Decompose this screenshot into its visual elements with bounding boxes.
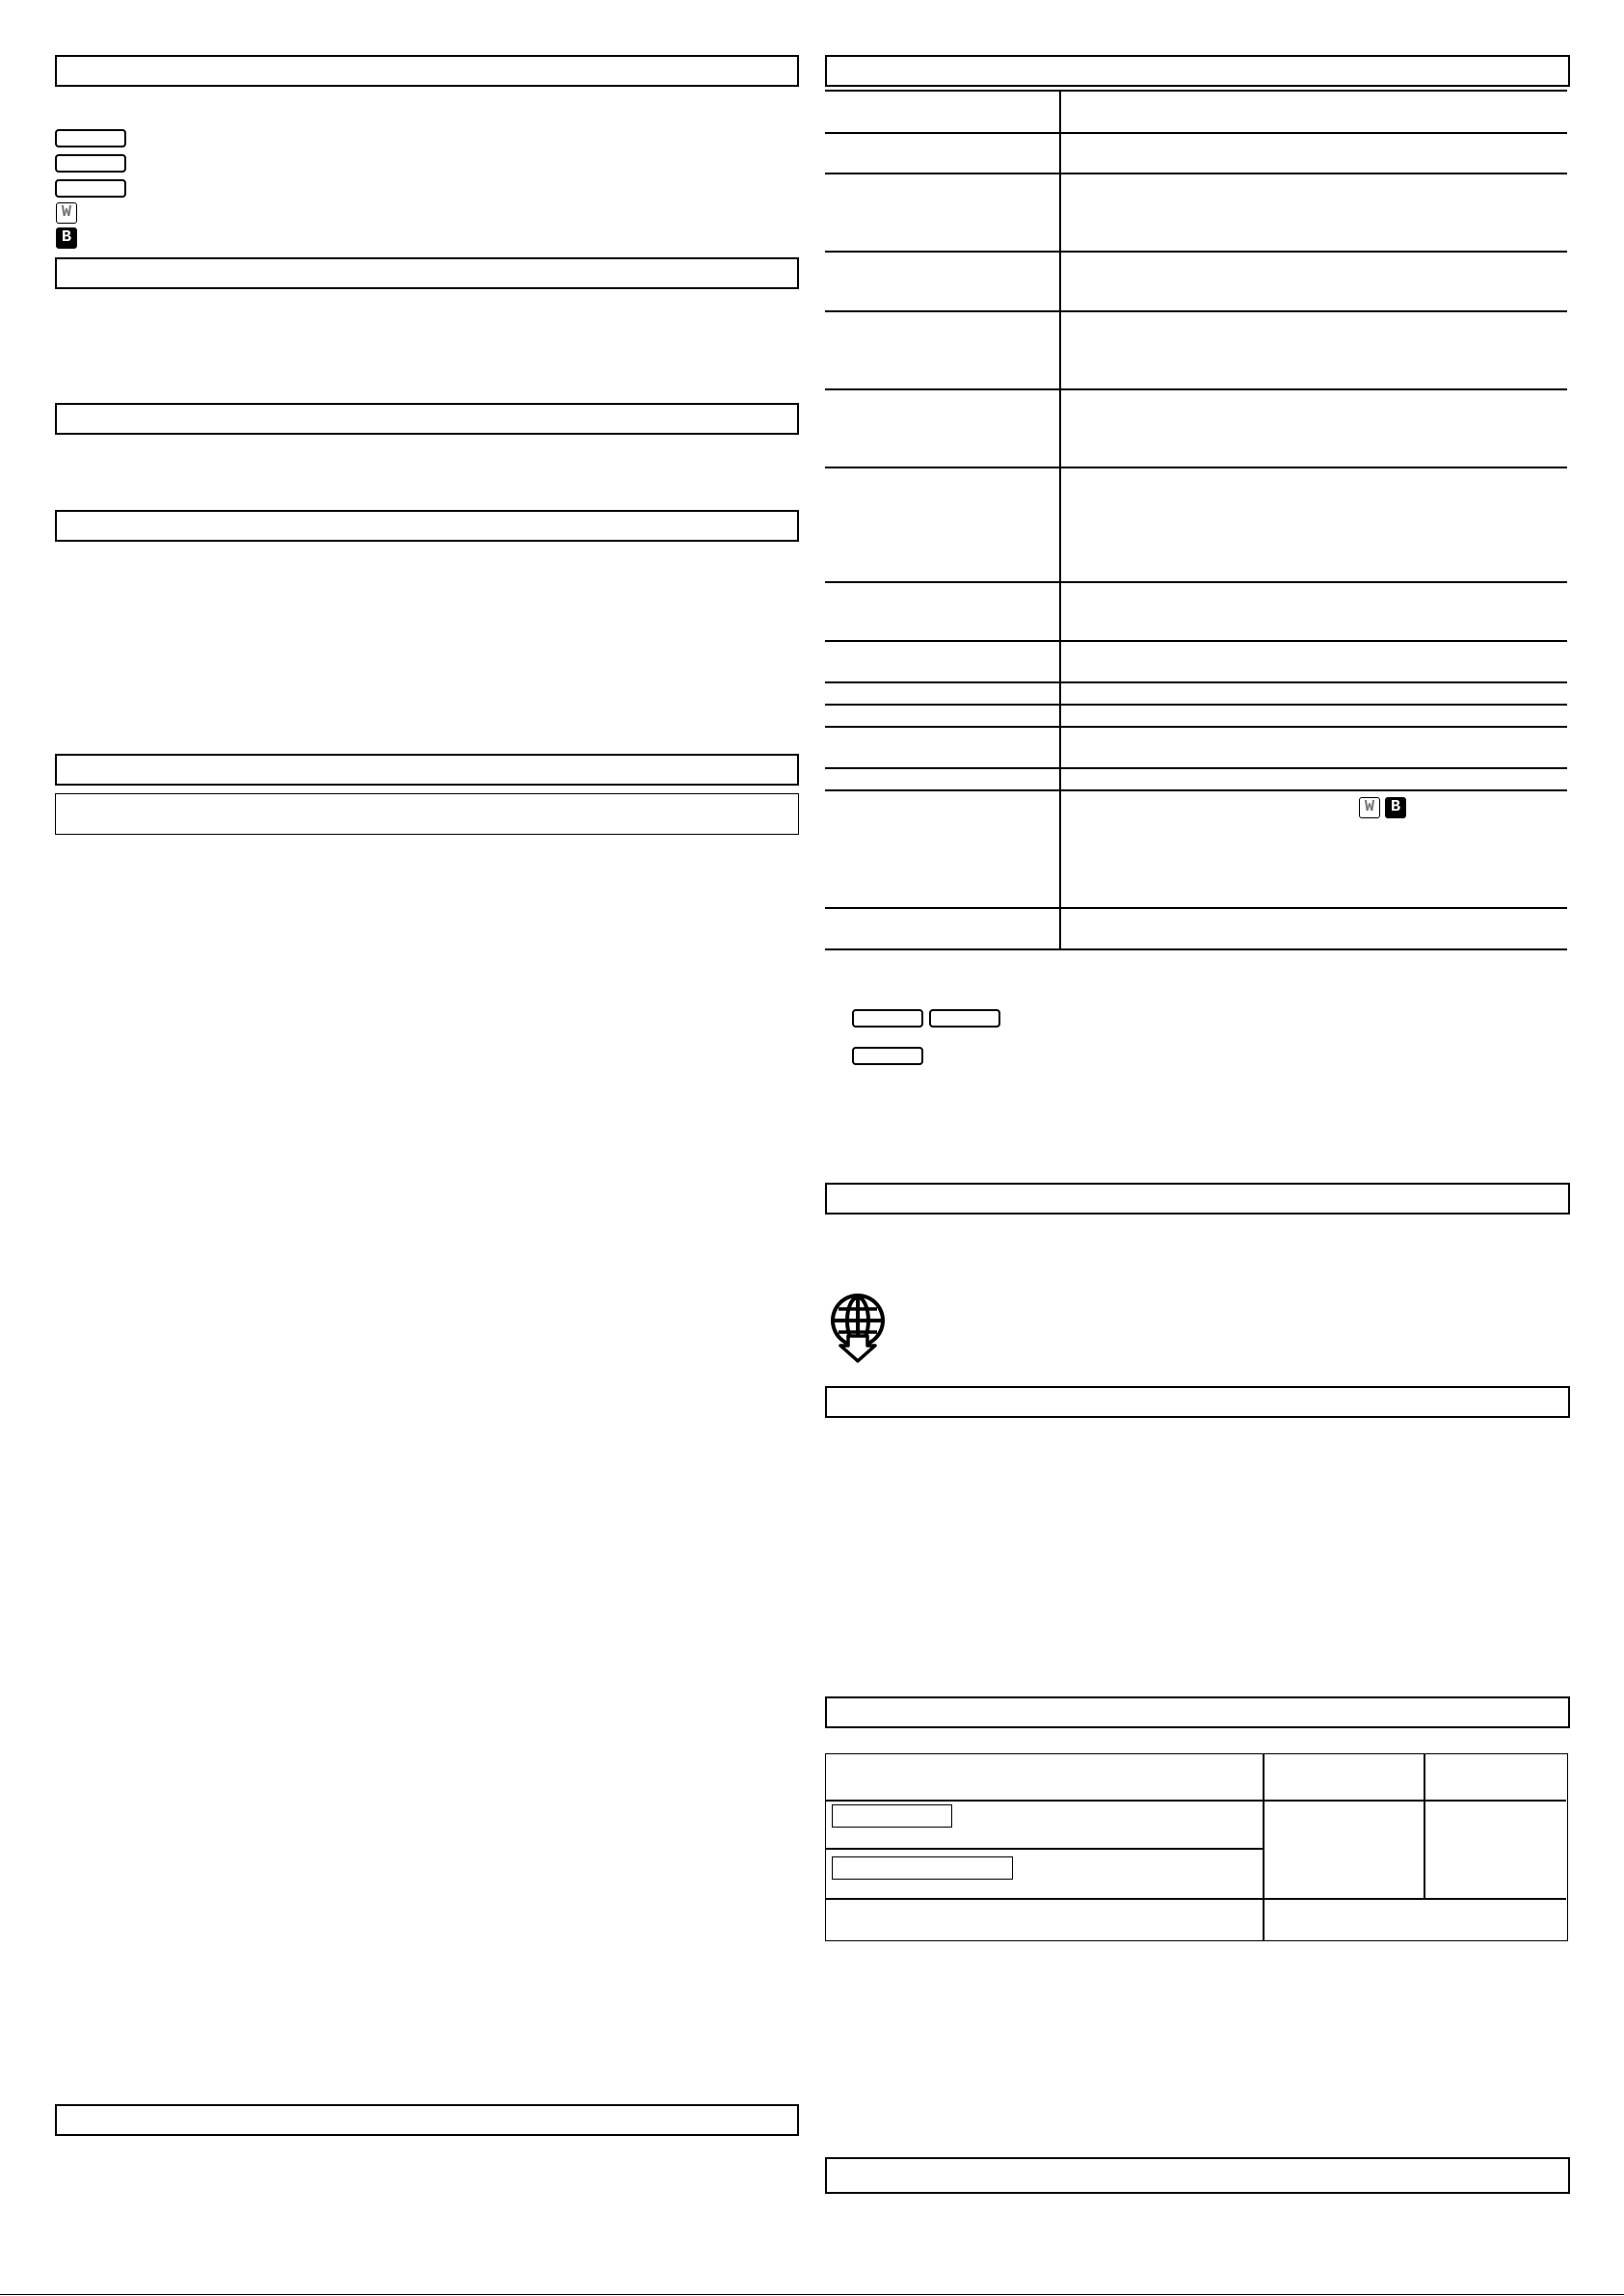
spec-table-row-rule (825, 132, 1567, 134)
right-section-header-3 (825, 1386, 1570, 1418)
spec-w-badge-icon: W (1359, 797, 1380, 818)
right-key-symbol-1 (852, 1009, 923, 1028)
compat-table-column-divider (1263, 1754, 1265, 1940)
compat-key-box-1 (832, 1804, 952, 1828)
spec-table-row-rule (825, 640, 1567, 642)
right-section-header-1 (825, 55, 1570, 87)
left-section-header-6 (55, 2104, 799, 2136)
spec-table-row-rule (825, 789, 1567, 791)
spec-table-row-rule (825, 173, 1567, 174)
page-bottom-rule (0, 2294, 1624, 2295)
right-section-header-4 (825, 1696, 1570, 1728)
spec-table (825, 90, 1567, 950)
spec-table-column-divider (1059, 92, 1061, 950)
spec-table-row-rule (825, 388, 1567, 390)
left-section-header-2 (55, 257, 799, 289)
left-section-header-1 (55, 55, 799, 87)
spec-table-row-rule (825, 726, 1567, 728)
left-section-header-4 (55, 510, 799, 542)
key-symbol-1 (55, 129, 126, 147)
spec-table-row-rule (825, 310, 1567, 312)
spec-table-row-rule (825, 704, 1567, 706)
right-key-symbol-2 (929, 1009, 1000, 1028)
compat-key-box-2 (832, 1856, 1013, 1880)
spec-table-row-rule (825, 681, 1567, 683)
spec-table-row-rule (825, 767, 1567, 769)
key-symbol-3 (55, 179, 126, 198)
w-badge-icon: W (56, 202, 77, 224)
spec-table-row-rule (825, 251, 1567, 253)
spec-table-row-rule (825, 907, 1567, 909)
left-note-box (55, 793, 799, 835)
compat-table-row-rule (826, 1848, 1263, 1850)
compat-table (825, 1753, 1568, 1941)
compat-table-row-rule (826, 1800, 1566, 1802)
spec-table-top-rule (825, 90, 1567, 92)
globe-download-icon (826, 1292, 890, 1363)
compat-table-column-divider (1424, 1754, 1425, 1898)
spec-table-bottom-rule (825, 948, 1567, 950)
compat-table-row-rule (826, 1898, 1566, 1900)
b-badge-icon: B (56, 227, 77, 249)
spec-table-row-rule (825, 581, 1567, 583)
right-section-header-2 (825, 1183, 1570, 1215)
spec-b-badge-icon: B (1385, 797, 1406, 818)
spec-table-row-rule (825, 467, 1567, 468)
right-section-header-5 (825, 2157, 1570, 2194)
left-section-header-5 (55, 754, 799, 786)
right-key-symbol-3 (852, 1047, 923, 1065)
key-symbol-2 (55, 154, 126, 173)
left-section-header-3 (55, 403, 799, 435)
